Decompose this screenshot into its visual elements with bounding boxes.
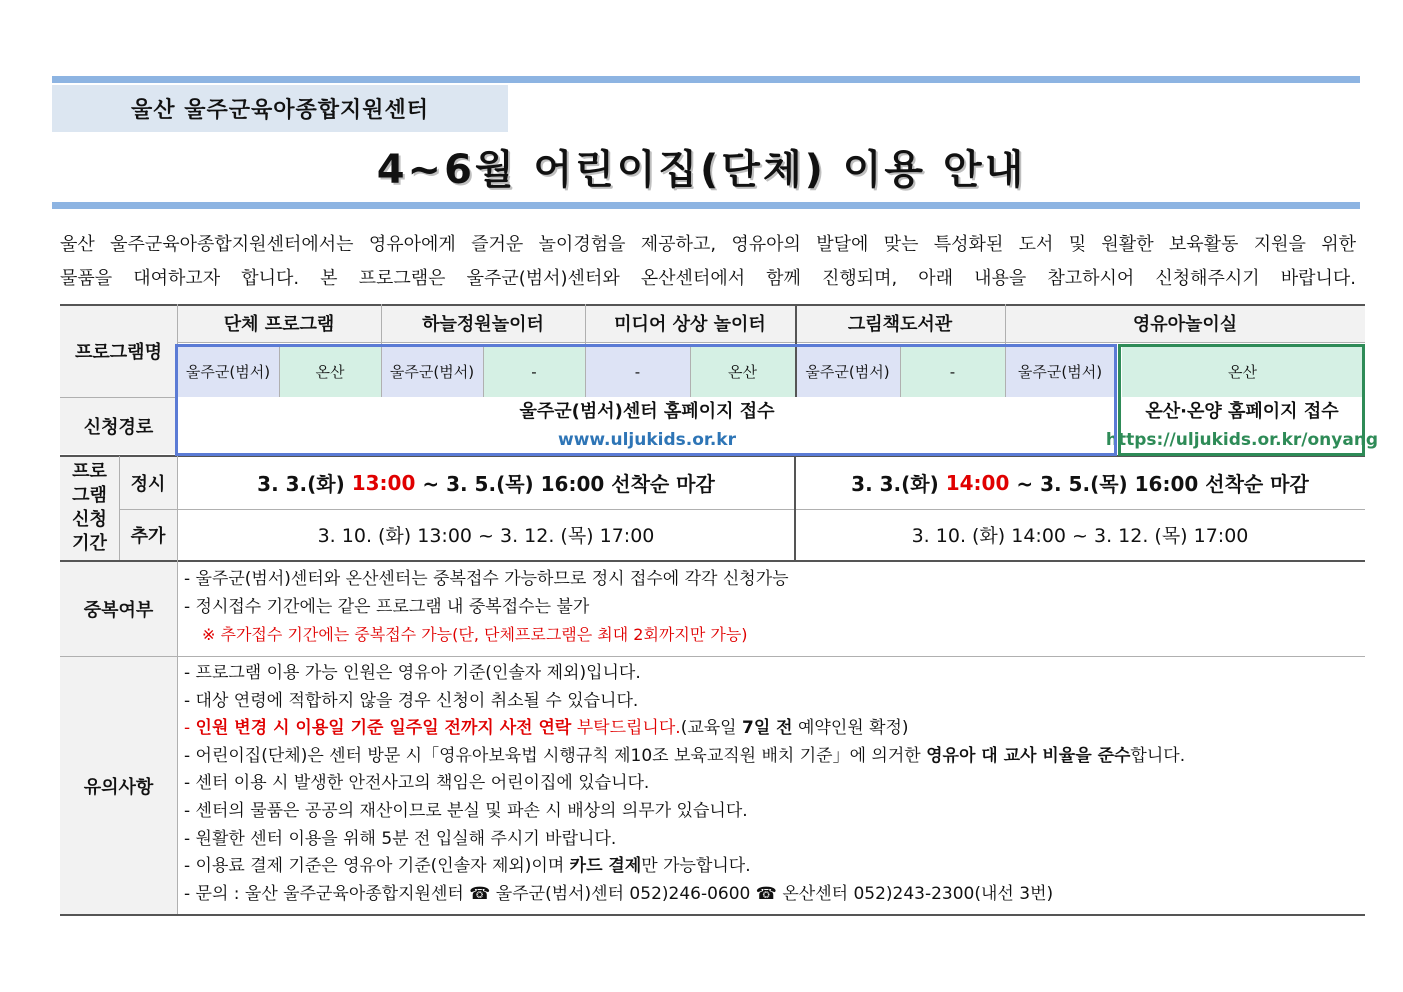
regular-period-left: 3. 3.(화) 13:00 ~ 3. 5.(목) 16:00 선착순 마감 [257,470,715,496]
notes-list [184,660,1185,908]
apply-label: 신청경로 [60,397,177,454]
program-sky-garden: 하늘정원놀이터 [381,304,585,342]
apply-main-text: 울주군(범서)센터 홈페이지 접수 [519,400,775,422]
divider [119,509,1365,510]
regular-label: 정시 [119,456,177,509]
table-top-border [60,304,1365,306]
notes-label: 유의사항 [60,656,177,915]
info-table [60,304,1379,916]
intro-line-1: 울산 울주군육아종합지원센터에서는 영유아에게 즐거운 놀이경험을 제공하고, 영유아의 발달에 맞는 특성화된 도서 및 원활한 보육활동 지원을 위한 [60,234,1356,255]
location-cell: 온산 [279,346,381,397]
phone-icon: ☎ [469,883,491,904]
note-item: - 센터 이용 시 발생한 안전사고의 책임은 어린이집에 있습니다. [184,773,650,794]
location-cell: - [900,346,1005,397]
top-accent-bar [52,76,1360,83]
divider [60,656,1365,657]
program-picture-library: 그림책도서관 [795,304,1005,342]
extra-label: 추가 [119,509,177,560]
intro-line-2: 물품을 대여하고자 합니다. 본 프로그램은 울주군(범서)센터와 온산센터에서 함께 진행되며, 아래 내용을 참고하시어 신청해주시기 바랍니다. [60,268,1356,289]
note-item: - 이용료 결제 기준은 영유아 기준(인솔자 제외)이며 카드 결제만 가능합니다. [184,856,751,877]
location-cell: 울주군(범서) [1005,346,1115,397]
duplicate-info [184,566,789,649]
onsan-outline [1118,344,1365,456]
note-item: - 대상 연령에 적합하지 않을 경우 신청이 취소될 수 있습니다. [184,690,639,711]
page-title: 4~6월 어린이집(단체) 이용 안내 [376,147,1027,193]
duplicate-line: - 정시접수 기간에는 같은 프로그램 내 중복접수는 불가 [184,596,590,617]
duplicate-label: 중복여부 [60,562,177,656]
org-name: 울산 울주군육아종합지원센터 [52,85,508,132]
note-item: - 프로그램 이용 가능 인원은 영유아 기준(인솔자 제외)입니다. [184,663,641,683]
period-label: 프로 그램 신청 기간 [60,456,119,560]
extra-period-right: 3. 10. (화) 14:00 ~ 3. 12. (목) 17:00 [911,525,1249,547]
location-cell: - [585,346,690,397]
program-infant-playroom: 영유아놀이실 [1005,304,1365,342]
location-cell: 울주군(범서) [177,346,279,397]
divider [60,560,1365,562]
program-media: 미디어 상상 놀이터 [585,304,795,342]
location-cell: - [483,346,585,397]
intro-text [60,228,1356,296]
location-cell: 온산 [1122,346,1363,397]
note-item: - 인원 변경 시 이용일 기준 일주일 전까지 사전 연락 부탁드립니다.(교육일 7일 전 예약인원 확정) [184,718,909,739]
program-group: 단체 프로그램 [177,304,381,342]
apply-onsan-text: 온산·온양 홈페이지 접수 [1145,400,1339,422]
location-cell: 울주군(범서) [795,346,900,397]
program-label: 프로그램명 [60,304,177,397]
phone-icon: ☎ [755,883,777,904]
divider [177,342,1365,343]
duplicate-warning: ※ 추가접수 기간에는 중복접수 가능(단, 단체프로그램은 최대 2회까지만 가능) [202,625,748,645]
location-cell: 울주군(범서) [381,346,483,397]
note-item: - 센터의 물품은 공공의 재산이므로 분실 및 파손 시 배상의 의무가 있습니다. [184,800,748,821]
table-bottom-border [60,914,1365,916]
apply-main-url[interactable]: www.uljukids.or.kr [557,429,736,450]
apply-onsan-url[interactable]: https://uljukids.or.kr/onyang [1105,429,1379,450]
extra-period-left: 3. 10. (화) 13:00 ~ 3. 12. (목) 17:00 [317,525,655,547]
duplicate-line: - 울주군(범서)센터와 온산센터는 중복접수 가능하므로 정시 접수에 각각 신청가능 [184,569,789,589]
location-cell: 온산 [690,346,795,397]
note-item: - 어린이집(단체)은 센터 방문 시「영유아보육법 시행규칙 제10조 보육교직원 배치 기준」에 의거한 영유아 대 교사 비율을 준수합니다. [184,745,1186,766]
divider [119,456,120,560]
divider [794,456,796,560]
title-underline-bar [52,202,1360,209]
divider [60,397,177,398]
note-item: - 문의 : 울산 울주군육아종합지원센터 ☎ 울주군(범서)센터 052)246-0600 ☎ 온산센터 052)243-2300(내선 3번) [184,883,1054,904]
regular-period-right: 3. 3.(화) 14:00 ~ 3. 5.(목) 16:00 선착순 마감 [851,470,1309,496]
beomseo-outline [175,344,1117,456]
note-item: - 원활한 센터 이용을 위해 5분 전 입실해 주시기 바랍니다. [184,828,617,849]
